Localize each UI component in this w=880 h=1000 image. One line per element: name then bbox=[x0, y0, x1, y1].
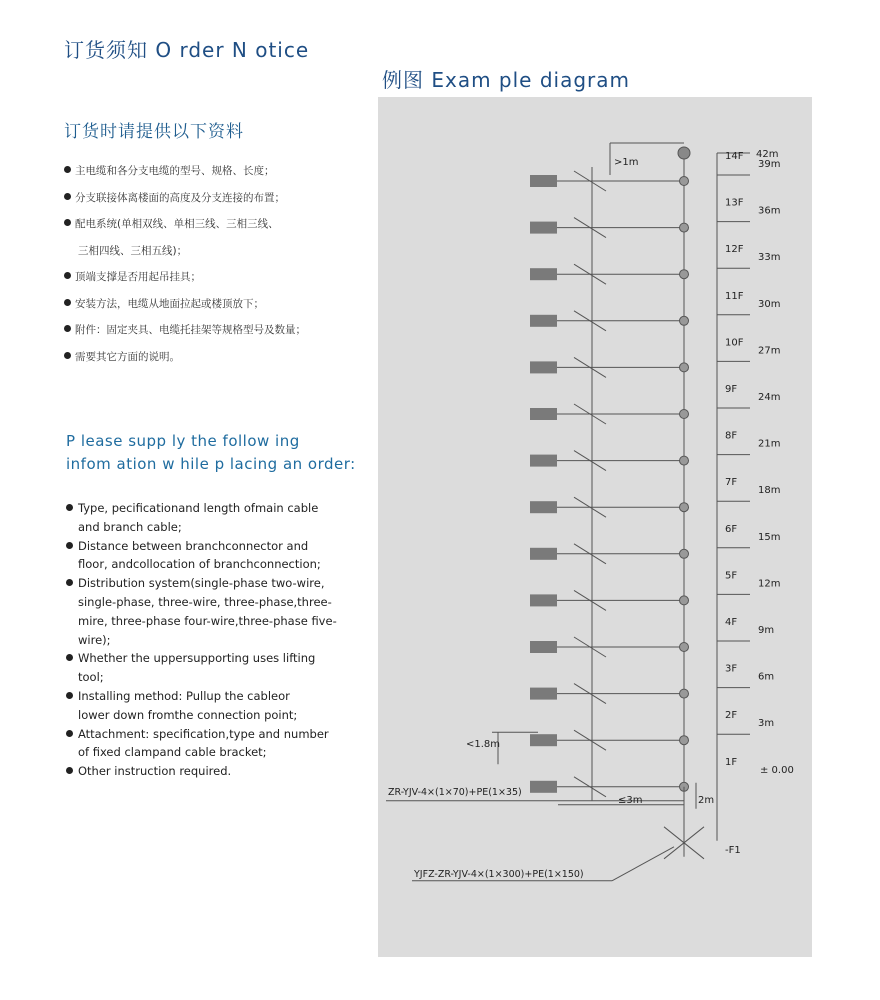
branch-box bbox=[530, 781, 557, 793]
bullet-icon bbox=[64, 299, 71, 306]
connector-icon bbox=[680, 549, 689, 558]
height-label: 21m bbox=[758, 438, 781, 450]
list-item: 附件：固定夹具、电缆托挂架等规格型号及数量； bbox=[64, 317, 364, 344]
floor-label: 4F bbox=[725, 617, 738, 628]
branch-box bbox=[530, 361, 557, 373]
top-support-icon bbox=[678, 147, 690, 159]
cable-main-label: YJFZ-ZR-YJV-4×(1×300)+PE(1×150) bbox=[414, 868, 584, 880]
height-label: 30m bbox=[758, 298, 781, 310]
list-item: 配电系统(单相双线、单相三线、三相三线、 bbox=[64, 211, 364, 238]
connector-icon bbox=[680, 596, 689, 605]
floor-label: 5F bbox=[725, 570, 738, 582]
floor-label: 12F bbox=[725, 244, 744, 256]
list-item bbox=[66, 687, 351, 725]
floor-label: 2F bbox=[725, 710, 738, 722]
bullet-icon bbox=[64, 352, 71, 359]
floor-label: 14F bbox=[725, 151, 744, 162]
height-label: ± 0.00 bbox=[760, 764, 794, 776]
height-label: 18m bbox=[758, 485, 781, 497]
list-item: 需要其它方面的说明。 bbox=[64, 344, 364, 371]
bullet-icon bbox=[66, 730, 73, 737]
bullet-icon bbox=[66, 692, 73, 699]
diagram-panel bbox=[378, 97, 812, 957]
list-item bbox=[66, 649, 351, 687]
connector-icon bbox=[680, 689, 689, 698]
height-label: 39m bbox=[758, 159, 781, 170]
connector-icon bbox=[680, 643, 689, 652]
branch-box bbox=[530, 408, 557, 420]
list-item-line: Distribution system(single-phase two-wire, bbox=[66, 574, 351, 593]
branch-box bbox=[530, 594, 557, 606]
height-label: 12m bbox=[758, 578, 781, 590]
list-item bbox=[66, 574, 351, 649]
branch-box bbox=[530, 501, 557, 513]
connector-icon bbox=[680, 410, 689, 419]
list-item-continuation: lower down fromthe connection point; bbox=[78, 707, 298, 722]
branch-box bbox=[530, 222, 557, 234]
connector-icon bbox=[680, 736, 689, 745]
list-item bbox=[66, 537, 351, 575]
height-label: 6m bbox=[758, 671, 775, 683]
list-item: 安装方法，电缆从地面拉起或楼顶放下； bbox=[64, 291, 364, 318]
riser-diagram bbox=[378, 97, 812, 957]
bullet-icon bbox=[64, 193, 71, 200]
height-label: 27m bbox=[758, 345, 781, 357]
ground-dimension-label: 2m bbox=[698, 794, 715, 806]
gap-top-label: >1m bbox=[614, 157, 639, 168]
horizontal-dimension-label: ≤3m bbox=[618, 794, 643, 806]
height-label: 3m bbox=[758, 718, 775, 730]
bullet-icon bbox=[66, 767, 73, 774]
connector-icon bbox=[680, 316, 689, 325]
height-label: 9m bbox=[758, 625, 775, 636]
page-title: 订货须知 O rder N otice bbox=[64, 38, 310, 62]
list-item-line: Type, pecificationand length ofmain cable bbox=[66, 499, 351, 518]
list-item-continuation: mire, three-phase four-wire,three-phase five- bbox=[78, 613, 337, 628]
branch-box bbox=[530, 268, 557, 280]
floor-label: 1F bbox=[725, 756, 738, 768]
floor-label: 6F bbox=[725, 523, 738, 535]
list-item-line: Installing method: Pullup the cableor bbox=[66, 687, 351, 706]
chinese-heading: 订货时请提供以下资料 bbox=[64, 122, 244, 142]
branch-box bbox=[530, 734, 557, 746]
floor-label: 10F bbox=[725, 337, 744, 349]
main-cable-leader bbox=[612, 847, 674, 881]
floor-label: 3F bbox=[725, 663, 738, 675]
english-requirements-list bbox=[66, 499, 351, 781]
list-item-continuation: of fixed clampand cable bracket; bbox=[78, 745, 267, 760]
connector-icon bbox=[680, 270, 689, 279]
diagram-title: 例图 Exam ple diagram bbox=[382, 68, 631, 92]
english-heading: P lease supp ly the follow ing infom ation w hile p lacing an order: bbox=[66, 432, 356, 473]
list-item: 顶端支撑是否用起吊挂具； bbox=[64, 264, 364, 291]
bullet-icon bbox=[64, 166, 71, 173]
connector-icon bbox=[680, 177, 689, 186]
cable-branch-label: ZR-YJV-4×(1×70)+PE(1×35) bbox=[388, 786, 522, 798]
height-label: 36m bbox=[758, 205, 781, 217]
height-label: 15m bbox=[758, 531, 781, 543]
floor-label: 11F bbox=[725, 290, 744, 302]
chinese-requirements-list bbox=[64, 158, 364, 370]
list-item-continuation: and branch cable; bbox=[78, 519, 182, 534]
floor-label: 13F bbox=[725, 197, 744, 209]
list-item-line: Other instruction required. bbox=[66, 762, 351, 781]
floor-label: 9F bbox=[725, 384, 738, 395]
branch-dimension-label: <1.8m bbox=[466, 739, 501, 751]
floor-label: 8F bbox=[725, 430, 738, 442]
list-item-continuation: floor, andcollocation of branchconnection; bbox=[78, 557, 321, 572]
height-label: 24m bbox=[758, 392, 781, 403]
bullet-icon bbox=[64, 219, 71, 226]
list-item-continuation: 三相四线、三相五线)； bbox=[78, 244, 188, 257]
list-item: 主电缆和各分支电缆的型号、规格、长度； bbox=[64, 158, 364, 185]
connector-icon bbox=[680, 363, 689, 372]
list-item bbox=[66, 762, 351, 781]
bullet-icon bbox=[66, 542, 73, 549]
list-item bbox=[66, 499, 351, 537]
basement-label: -F1 bbox=[725, 844, 741, 856]
branch-box bbox=[530, 175, 557, 187]
list-item-continuation: wire); bbox=[78, 632, 111, 647]
list-item-line: Distance between branchconnector and bbox=[66, 537, 351, 556]
bullet-icon bbox=[66, 654, 73, 661]
floor-label: 7F bbox=[725, 477, 738, 489]
branch-box bbox=[530, 688, 557, 700]
branch-box bbox=[530, 455, 557, 467]
height-label: 33m bbox=[758, 252, 781, 264]
connector-icon bbox=[680, 503, 689, 512]
bullet-icon bbox=[66, 504, 73, 511]
bullet-icon bbox=[64, 325, 71, 332]
branch-box bbox=[530, 641, 557, 653]
connector-icon bbox=[680, 456, 689, 465]
list-item-line: Whether the uppersupporting uses lifting bbox=[66, 649, 351, 668]
list-item-line: Attachment: specification,type and number bbox=[66, 725, 351, 744]
list-item: 分支联接体离楼面的高度及分支连接的布置； bbox=[64, 185, 364, 212]
bullet-icon bbox=[66, 579, 73, 586]
list-item-continuation: single-phase, three-wire, three-phase,three- bbox=[78, 594, 332, 609]
branch-box bbox=[530, 315, 557, 327]
list-item bbox=[66, 725, 351, 763]
bullet-icon bbox=[64, 272, 71, 279]
list-item-continuation: tool; bbox=[78, 670, 104, 685]
connector-icon bbox=[680, 223, 689, 232]
branch-box bbox=[530, 548, 557, 560]
top-height-label: 42m bbox=[756, 149, 779, 160]
